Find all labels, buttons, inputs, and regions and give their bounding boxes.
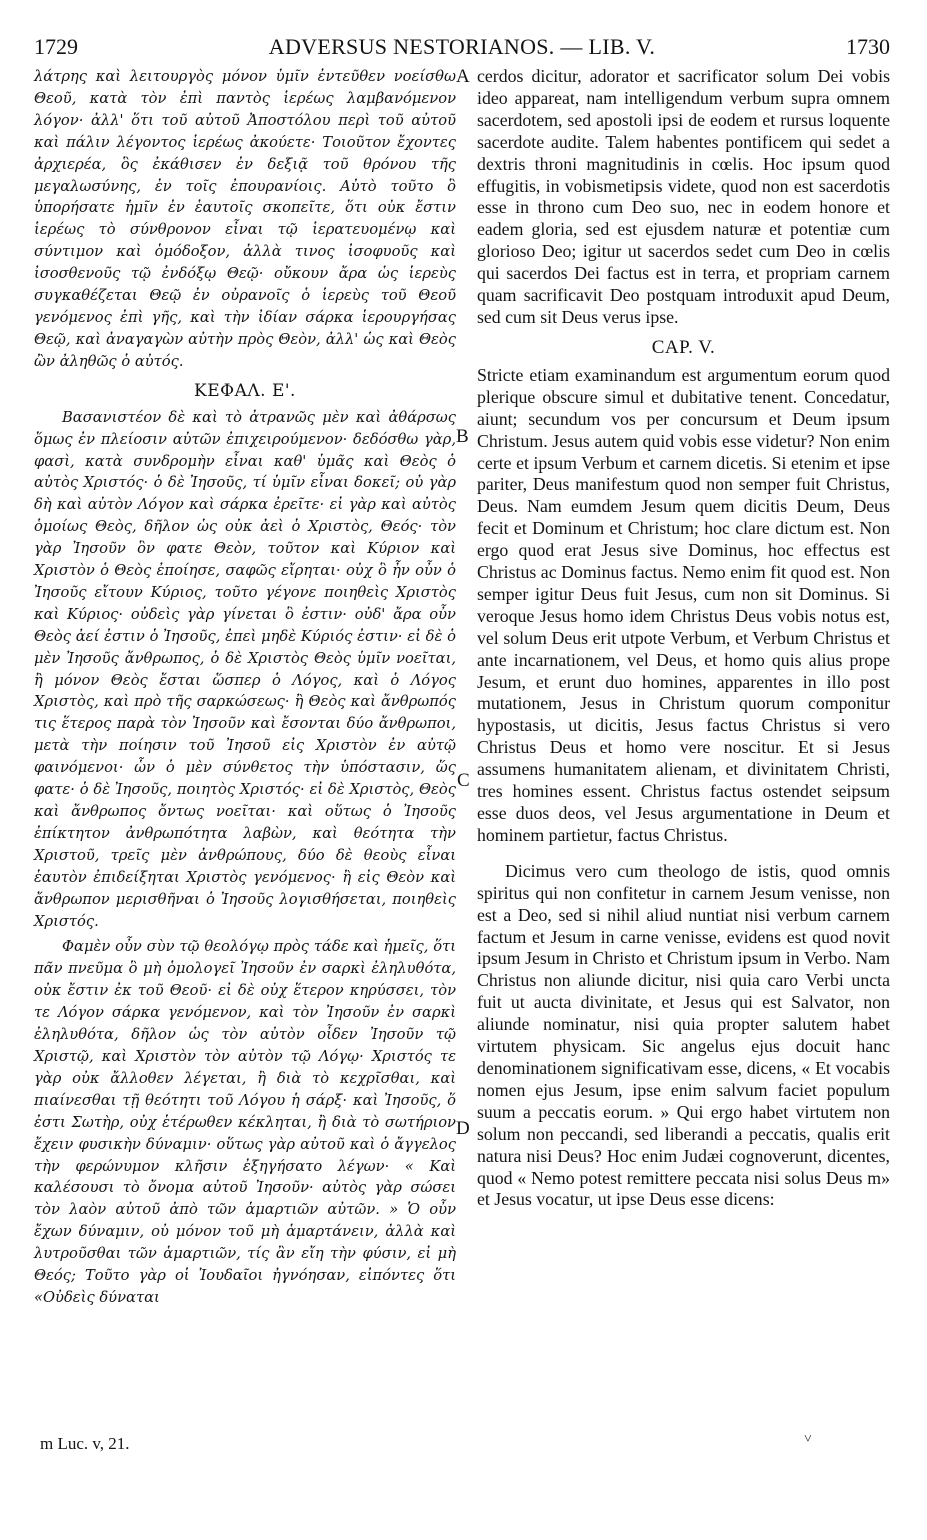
running-header [34, 34, 890, 62]
stray-mark: ˅ [804, 1432, 812, 1447]
greek-paragraph-3: Φαμὲν οὖν σὺν τῷ θεολόγῳ πρὸς τάδε καὶ ἡμεῖς, ὅτι πᾶν πνεῦμα ὃ μὴ ὁμολογεῖ Ἰησοῦν ἐν σαρκὶ ἐληλυθότα, οὐκ ἔστιν ἐκ τοῦ Θεοῦ· εἰ δὲ οὐχ ἕτερον κηρύσσει, τὸν τε Λόγον σάρκα γενόμενον, καὶ τὸν Ἰησοῦν ἐν σαρκὶ ἐληλυθότα, δῆλον ὡς τὸν αὐτὸν οἶδεν Ἰησοῦν τῷ Χριστῷ, καὶ Χριστὸν τὸν αὐτὸν τῷ Λόγῳ· Χριστός τε γὰρ οὐκ ἄλλοθεν λέγεται, ἢ διὰ τὸ κεχρῖσθαι, καὶ πιαίνεσθαι τῇ θεότητι τοῦ Λόγου ἡ σάρξ· καὶ Ἰησοῦς, ὅ ἐστι Σωτὴρ, οὐχ ἑτέρωθεν κέκληται, ἢ διὰ τὸ σωτήριον ἔχειν φυσικὴν δύναμιν· οὕτως γὰρ αὐτοῦ καὶ ὁ ἄγγελος τὴν φερώνυμον κλῆσιν ἐξηγήσατο λέγων· « Καὶ καλέσουσι τὸ ὄνομα αὐτοῦ Ἰησοῦν· αὐτὸς γὰρ σώσει τὸν λαὸν αὐτοῦ ἀπὸ τῶν ἁμαρτιῶν αὐτῶν. » Ὁ οὖν ἔχων δύναμιν, οὐ μόνον τοῦ μὴ ἁμαρτάνειν, ἀλλὰ καὶ λυτροῦσθαι τῶν ἁμαρτιῶν, τίς ἂν εἴη τὴν φύσιν, εἰ μὴ Θεός; Τοῦτο γὰρ οἱ Ἰουδαῖοι ἠγνόησαν, εἰπόντες ὅτι «Οὐδεὶς δύναται [34, 938, 456, 1306]
latin-chapter-heading: CAP. V. [651, 336, 716, 358]
margin-letter-a: A [456, 66, 470, 87]
latin-paragraph-3: Dicimus vero cum theologo de istis, quod omnis spiritus qui non confitetur in carnem Jesum venisse, non est a Deo, sed si nihil aliud nuntiat nisi verbum carnem factum et Jesum in carne venisse, evidens est quod novit ipsum Jesum in Christo et Christum ipsum in Verbo. Nam Christus non aliunde dicitur, nisi quia caro Verbi uncta fuit ut aucta divinitate, et Jesus qui est Salvator, non aliunde nominatur, nisi quia propter salutem habet virtutem physicam. Sic angelus ejus docuit hanc denominationem significativam esse, dicens, « Et vocabis nomen ejus Jesum, ipse enim salvum faciet populum suum a peccatis eorum. » Qui ergo habet virtutem non solum non peccandi, sed liberandi a peccatis, qualis erit natura nisi Deus? Hoc enim Judæi cognoverunt, dicentes, quod « Nemo potest remittere peccata nisi solus Deus m» et Jesus vocatur, ut ipse Deus esse dicens: [477, 860, 890, 1210]
greek-column [34, 66, 456, 1540]
latin-column [477, 66, 890, 1540]
running-title: ADVERSUS NESTORIANOS. — LIB. V. [268, 34, 656, 59]
latin-paragraph-1: cerdos dicitur, adorator et sacrificator solum Dei vobis ideo appareat, nam intelligendum verbum supra omnem sacerdotem, sed apostoli ipsi de eodem et rursus loquente sacerdote audite. Talem habentes pontificem qui sedet a dextris throni magnitudinis in cœlis. Hoc ipsum quod effugitis, in vobismetipsis videte, quod non est sacerdotis esse in throno cum Deo suo, nec in eodem honore et eadem gloria, sed est ejusdem naturæ et potentiæ cum glorioso Deo; igitur ut sacerdos sedet cum Deo in cœlis qui sacerdos Dei factus est in terra, et propriam carnem quam sacrificavit Deo postquam introduxit apud Deum, sed cum sit Deus verus ipse. [477, 66, 890, 327]
margin-letter-d: D [456, 1118, 470, 1139]
margin-letter-b: B [456, 426, 469, 447]
latin-paragraph-2: Stricte etiam examinandum est argumentum eorum quod plerique obscure simul et dubitative tenent. Concedatur, aiunt; secundum vos per concursum et Deum ipsum Christum. Jesus autem quid vobis esse videtur? Non enim certe et ipsum Verbum et carnem dicetis. Si etenim et ipse pariter, Deus manifestum quod non semper fuit Christus, Deus. Nam eumdem Jesum quem dicitis Deum, Deus fecit et Dominum et Christum; hoc clare dictum est. Non ergo quod erat Jesus sive Dominus, hoc effectus est Christus ac Dominus factus. Nemo enim fit quod est. Non semper igitur Deus fuit Jesus, cum non sit Dominus. Si veroque Jesus homo idem Christus Deus vobis notus est, vel solum Deus erit utpote Verbum, et Verbum Christus et ante incarnationem, vel Deus, et homo quis alius prope Jesum, et erunt duo homines, apparentes in illo post mutationem, Jesus in Christum quorum componitur hypostasis, ut dicitis, Jesus factus Christus si vero Christus Deus et homo vere noscitur. Et si Jesus assumens humanitatem alienam, et divinitatem Christi, tres homines essent. Christus factus ostendet seipsum esse duos deos, vel Jesus argumentatione in Deum et hominem partietur, factus Christus. [477, 364, 890, 845]
footnote: m Luc. v, 21. [40, 1434, 130, 1453]
greek-paragraph-2: Βασανιστέον δὲ καὶ τὸ ἀτρανῶς μὲν καὶ ἀθάρσως ὅμως ἐν πλείοσιν αὐτῶν ἐπιχειρούμενον· δεδόσθω γὰρ, φασὶ, κατὰ συνδρομὴν εἶναι καθ' ὑμᾶς καὶ Θεὸς ὁ αὐτὸς Χριστός· ὁ δὲ Ἰησοῦς, τί ὑμῖν εἶναι δοκεῖ; οὐ γὰρ δὴ καὶ αὐτὸν Λόγον καὶ σάρκα ἐρεῖτε· εἰ γὰρ καὶ αὐτὸς ὁμοίως Θεὸς, δῆλον ὡς οὐκ ἀεὶ ὁ Χριστὸς, Θεός· τὸν γὰρ Ἰησοῦν ὃν φατε Θεὸν, τοῦτον καὶ Κύριον καὶ Χριστὸν ὁ Θεὸς ἐποίησε, σαφῶς εἴρηται· οὐχ ὃ ἦν οὖν ὁ Ἰησοῦς εἴτουν Κύριος, τοῦτο γέγονε ποιηθεὶς Χριστὸς καὶ Κύριος· οὐδεὶς γὰρ γίνεται ὃ ἐστιν· οὐδ' ἄρα οὖν Θεὸς ἀεί ἐστιν ὁ Ἰησοῦς, ἐπεὶ μηδὲ Κύριός ἐστιν· εἰ δὲ ὁ μὲν Ἰησοῦς ἄνθρωπος, ὁ δὲ Χριστὸς Θεὸς ὑμῖν νοεῖται, ἢ μόνον Θεὸς ἔσται ὥσπερ ὁ Λόγος, καὶ ὁ Λόγος Χριστὸς, καὶ πρὸ τῆς σαρκώσεως· ἢ Θεὸς καὶ ἄνθρωπός τις ἕτερος παρὰ τὸν Ἰησοῦν καὶ ἔσονται δύο ἄνθρωποι, μετὰ τὴν ποίησιν τοῦ Ἰησοῦ εἰς Χριστὸν ἐν αὐτῷ φαινόμενοι· ὧν ὁ μὲν σύνθετος τὴν ὑπόστασιν, ὥς φατε· ὁ δὲ Ἰησοῦς, ποιητὸς Χριστός· εἰ δὲ Χριστὸς, Θεὸς καὶ ἄνθρωπος ὄντως νοεῖται· καὶ οὕτως ὁ Ἰησοῦς ἐπίκτητον ἀνθρωπότητα λαβὼν, καὶ θεότητα τὴν Χριστοῦ, τρεῖς μὲν ἀνθρώπους, δύο δὲ θεοὺς εἶναι ἑαυτὸν ἐπιδείξηται Χριστὸς γενόμενος· ἢ εἰς Θεὸν καὶ ἄνθρωπον μερισθῆναι ὁ Ἰησοῦς λογισθήσεται, ποιηθεὶς Χριστός. [34, 408, 456, 930]
page-number-right: 1730 [846, 34, 890, 59]
margin-letter-c: C [457, 770, 470, 791]
page-number-left: 1729 [34, 34, 78, 59]
greek-chapter-heading: ΚΕΦΑΛ. Ε'. [194, 380, 296, 401]
greek-paragraph-1: λάτρης καὶ λειτουργὸς μόνον ὑμῖν ἐντεῦθεν νοείσθω Θεοῦ, κατὰ τὸν ἐπὶ παντὸς ἱερέως λαμβανόμενον λόγον· ἀλλ' ὅτι τοῦ αὐτοῦ Ἀποστόλου περὶ τοῦ αὐτοῦ καὶ πάλιν λέγοντος ἱερέως ἀκούετε· Τοιοῦτον ἔχοντες ἀρχιερέα, ὃς ἐκάθισεν ἐν δεξιᾷ τοῦ θρόνου τῆς μεγαλωσύνης, ἐν τοῖς ἐπουρανίοις. Αὐτὸ τοῦτο ὃ ὑπορήσατε ἡμῖν ἐν ἑαυτοῖς σκοπεῖτε, ὅτι οὐκ ἔστιν ἱερέως τὸ σύνθρονον εἶναι τῷ ἱερατευομένῳ καὶ σύντιμον καὶ ὁμόδοξον, ἀλλὰ τινος ἰσοφυοῦς καὶ ἰσοσθενοῦς τῷ ἐνδόξῳ Θεῷ· οὔκουν ἄρα ὡς ἱερεὺς συγκαθέζεται Θεῷ ἐν οὐρανοῖς ὁ ἱερεὺς τοῦ Θεοῦ γενόμενος ἐπὶ γῆς, καὶ τὴν ἰδίαν σάρκα ἱερουργήσας Θεῷ, καὶ ἀναγαγὼν αὐτὴν πρὸς Θεὸν, ἀλλ' ὡς καὶ Θεὸς ὢν ἀληθῶς ὁ αὐτός. [34, 68, 456, 370]
